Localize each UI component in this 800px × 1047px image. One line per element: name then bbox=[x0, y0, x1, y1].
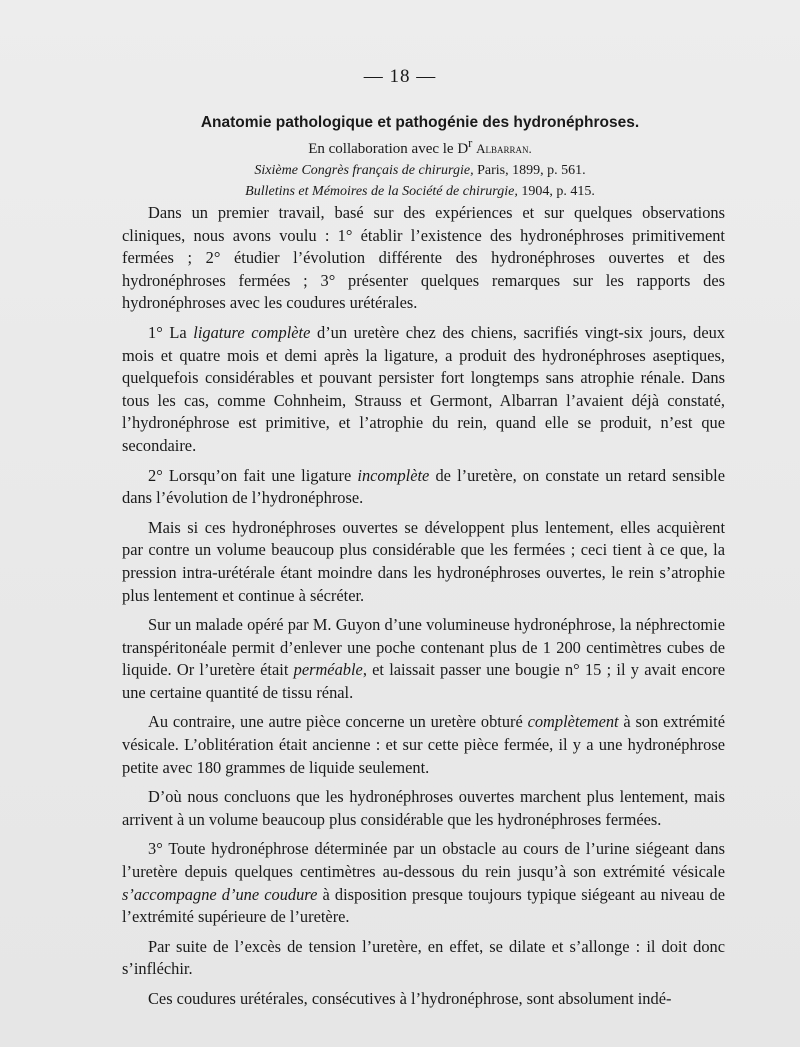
p2-italic: ligature complète bbox=[193, 322, 311, 342]
p3-text-b: de l’uretère, on constate un retard sensible dans l’évolution de l’hydronéphrose. bbox=[122, 465, 725, 508]
collaboration-line bbox=[110, 133, 730, 160]
p3-italic: incomplète bbox=[357, 465, 430, 485]
article-header bbox=[110, 112, 730, 202]
p6-text-b: à son extrémité vésicale. L’oblitération était ancienne : et sur cette pièce fermée, il y a une hydronéphrose petite avec 180 grammes de liquide seulement. bbox=[122, 712, 725, 777]
paragraph-2 bbox=[122, 322, 725, 458]
p6-text-a: Au contraire, une autre pièce concerne un uretère obturé bbox=[148, 712, 528, 732]
paragraph-10: Ces coudures urétérales, consécutives à l’hydronéphrose, sont absolument indé- bbox=[148, 989, 672, 1008]
page-number: — 18 — bbox=[363, 66, 437, 87]
paragraph-9: Par suite de l’excès de tension l’uretère, en effet, se dilate et s’allonge : il doit donc s’infléchir. bbox=[122, 936, 725, 979]
collab-name: Albarran. bbox=[476, 141, 532, 156]
paragraph-6 bbox=[122, 711, 725, 779]
paragraph-1: Dans un premier travail, basé sur des expériences et sur quelques observations cliniques, nous avons voulu : 1° établir l’existence des hydronéphroses primitivement fermées ; 2° étudier l’évolution différente des hydronéphroses ouvertes et des hydronéphroses fermées ; 3° présenter quelques remarques sur les rapports des hydronéphroses avec les coudures urétérales. bbox=[122, 203, 725, 313]
article-body bbox=[122, 202, 725, 1018]
p2-text-b: d’un uretère chez des chiens, sacrifiés vingt-six jours, deux mois et quatre mois et demi après la ligature, a produit des hydronéphroses aseptiques, quelquefois considérables et pouvant persister fort longtemps sans atrophie rénale. Dans tous les cas, comme Cohnheim, Strauss et Germont, Albarran l’avaient déjà constaté, l’hydronéphrose est primitive, et l’atrophie du rein, quand elle se produit, n’est que secondaire. bbox=[122, 322, 725, 455]
p8-text-b: à disposition presque toujours typique siégeant au niveau de l’extrémité supérieure de l’uretère. bbox=[122, 884, 725, 927]
paragraph-7: D’où nous concluons que les hydronéphroses ouvertes marchent plus lentement, mais arrivent à un volume beaucoup plus considérable que les hydronéphroses fermées. bbox=[122, 787, 725, 829]
paragraph-5 bbox=[122, 614, 725, 704]
p6-italic: complètement bbox=[527, 712, 619, 732]
reference-1-source: Sixième Congrès français de chirurgie, bbox=[254, 163, 474, 178]
paragraph-4: Mais si ces hydronéphroses ouvertes se développent plus lentement, elles acquièrent par contre un volume beaucoup plus considérable que les fermées ; ceci tient à ce que, la pression intra-urétérale étant moindre dans les hydronéphroses ouvertes, le rein s’atrophie plus lentement et continue à sécréter. bbox=[122, 517, 725, 605]
p8-text-a: 3° Toute hydronéphrose déterminée par un obstacle au cours de l’urine siégeant dans l’uretère depuis quelques centimètres au-dessous du rein jusqu’à son extrémité vésicale bbox=[122, 839, 725, 882]
reference-1 bbox=[110, 160, 730, 181]
reference-1-detail: Paris, 1899, p. 561. bbox=[473, 163, 586, 178]
p3-text-a: 2° Lorsqu’on fait une ligature bbox=[148, 465, 358, 485]
paragraph-3 bbox=[122, 465, 725, 510]
reference-2-detail: 1904, p. 415. bbox=[517, 184, 595, 199]
paragraph-8 bbox=[122, 838, 725, 928]
collab-sup: r bbox=[468, 136, 473, 150]
reference-2-source: Bulletins et Mémoires de la Société de chirurgie, bbox=[245, 184, 518, 199]
p2-text-a: 1° La bbox=[148, 322, 194, 342]
p5-text-b: , et laissait passer une bougie n° 15 ; il y avait encore une certaine quantité de tissu rénal. bbox=[122, 660, 725, 702]
reference-2 bbox=[110, 181, 730, 202]
p5-text-a: Sur un malade opéré par M. Guyon d’une volumineuse hydronéphrose, la néphrectomie transpéritonéale permit d’enlever une poche contenant plus de 1 200 centimètres cubes de liquide. Or l’uretère était bbox=[122, 615, 725, 680]
p8-italic: s’accompagne d’une coudure bbox=[122, 884, 318, 904]
article-title: Anatomie pathologique et pathogénie des hydronéphroses. bbox=[200, 114, 640, 131]
p5-italic: perméable bbox=[293, 660, 363, 680]
collab-prefix: En collaboration avec le D bbox=[308, 141, 469, 157]
